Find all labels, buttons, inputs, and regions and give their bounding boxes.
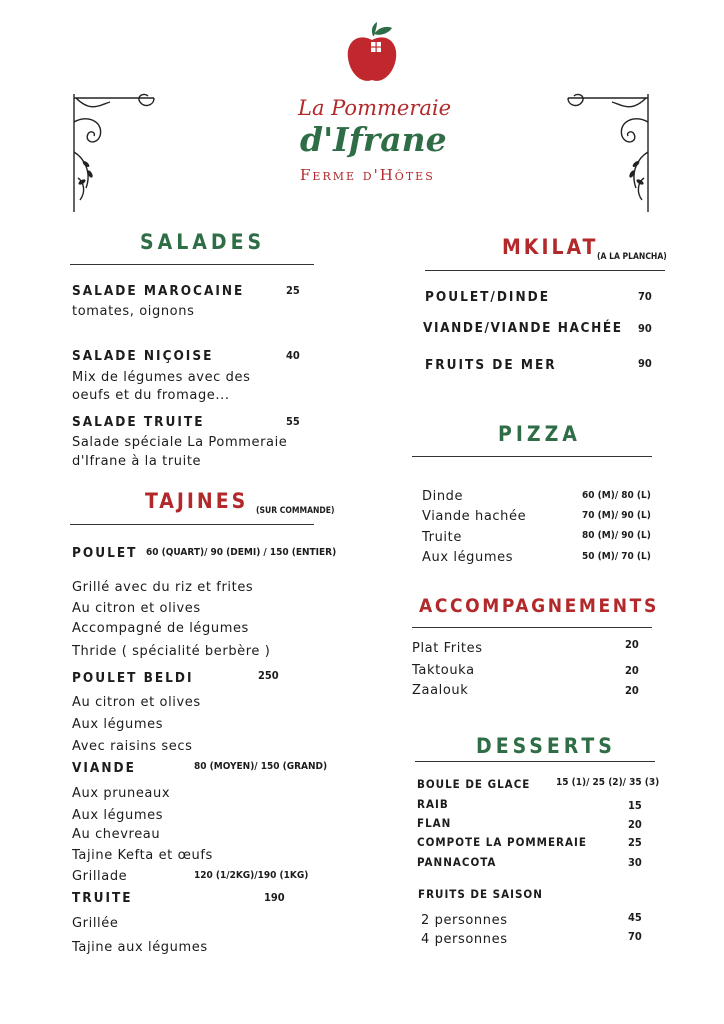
salades-rule — [70, 264, 314, 265]
accomp-frites-name: Plat Frites — [412, 641, 483, 656]
viande-price: 80 (MOYEN)/ 150 (GRAND) — [194, 761, 328, 772]
dessert-glace-name: BOULE DE GLACE — [417, 777, 531, 791]
pizza-truite-price: 80 (M)/ 90 (L) — [582, 530, 651, 541]
salade-truite-desc-2: d'Ifrane à la truite — [72, 454, 202, 469]
salade-truite-name: SALADE TRUITE — [72, 414, 205, 430]
desserts-rule — [415, 761, 655, 762]
poulet-price: 60 (QUART)/ 90 (DEMI) / 150 (ENTIER) — [146, 547, 337, 558]
salade-marocaine-price: 25 — [286, 284, 300, 297]
tajines-rule — [70, 524, 314, 525]
fruits-4p-name: 4 personnes — [421, 932, 508, 947]
dessert-pannacota-name: PANNACOTA — [417, 855, 497, 869]
salades-heading: SALADES — [140, 230, 266, 254]
viande-desc-1: Aux pruneaux — [72, 786, 171, 801]
accomp-zaalouk-name: Zaalouk — [412, 683, 469, 698]
mkilat-viande-price: 90 — [638, 322, 652, 335]
fruits-2p-name: 2 personnes — [421, 913, 508, 928]
mkilat-poulet-name: POULET/DINDE — [425, 289, 550, 305]
desserts-heading: DESSERTS — [476, 734, 616, 758]
salade-nicoise-name: SALADE NIÇOISE — [72, 348, 214, 364]
viande-desc-3: Au chevreau — [72, 827, 161, 842]
accomp-taktouka-name: Taktouka — [412, 663, 475, 678]
truite-name: TRUITE — [72, 890, 133, 906]
dessert-raib-price: 15 — [628, 799, 642, 812]
mkilat-viande-name: VIANDE/VIANDE HACHÉE — [423, 320, 623, 336]
poulet-beldi-name: POULET BELDI — [72, 670, 194, 686]
fruits-saison-heading: FRUITS DE SAISON — [418, 887, 543, 901]
accomp-zaalouk-price: 20 — [625, 684, 639, 697]
salade-nicoise-price: 40 — [286, 349, 300, 362]
logo-line-1: La Pommeraie — [298, 96, 452, 120]
grillade-price: 120 (1/2KG)/190 (1KG) — [194, 870, 309, 881]
salade-truite-desc-1: Salade spéciale La Pommeraie — [72, 435, 288, 450]
pizza-truite-name: Truite — [422, 530, 462, 545]
accompagnements-heading: ACCOMPAGNEMENTS — [419, 595, 659, 617]
mkilat-fruits-price: 90 — [638, 357, 652, 370]
salade-nicoise-desc-1: Mix de légumes avec des — [72, 370, 251, 385]
salade-marocaine-name: SALADE MAROCAINE — [72, 283, 245, 299]
poulet-beldi-price: 250 — [258, 669, 279, 682]
accomp-taktouka-price: 20 — [625, 664, 639, 677]
dessert-compote-name: COMPOTE LA POMMERAIE — [417, 835, 587, 849]
logo-line-3: Ferme d'Hôtes — [300, 166, 435, 184]
mkilat-fruits-name: FRUITS DE MER — [425, 357, 557, 373]
salade-marocaine-desc: tomates, oignons — [72, 304, 195, 319]
accomp-frites-price: 20 — [625, 638, 639, 651]
mkilat-poulet-price: 70 — [638, 290, 652, 303]
pizza-rule — [412, 456, 652, 457]
dessert-glace-price: 15 (1)/ 25 (2)/ 35 (3) — [556, 777, 660, 788]
poulet-desc-2: Au citron et olives — [72, 601, 201, 616]
pizza-viande-name: Viande hachée — [422, 509, 527, 524]
pizza-dinde-price: 60 (M)/ 80 (L) — [582, 490, 651, 501]
pizza-viande-price: 70 (M)/ 90 (L) — [582, 510, 651, 521]
poulet-beldi-desc-1: Au citron et olives — [72, 695, 201, 710]
poulet-desc-1: Grillé avec du riz et frites — [72, 580, 254, 595]
truite-desc-2: Tajine aux légumes — [72, 940, 208, 955]
fruits-4p-price: 70 — [628, 930, 642, 943]
salade-nicoise-desc-2: oeufs et du fromage... — [72, 388, 230, 403]
truite-desc-1: Grillée — [72, 916, 119, 931]
ornament-right-icon — [564, 92, 652, 216]
accompagnements-rule — [412, 627, 652, 628]
pizza-heading: PIZZA — [498, 422, 581, 446]
poulet-beldi-desc-3: Avec raisins secs — [72, 739, 193, 754]
logo-line-2: d'Ifrane — [300, 120, 447, 159]
mkilat-note: (A LA PLANCHA) — [597, 252, 667, 262]
dessert-pannacota-price: 30 — [628, 856, 642, 869]
pizza-legumes-name: Aux légumes — [422, 550, 514, 565]
tajines-heading: TAJINES — [145, 489, 249, 513]
poulet-desc-4: Thride ( spécialité berbère ) — [72, 644, 271, 659]
salade-truite-price: 55 — [286, 415, 300, 428]
dessert-compote-price: 25 — [628, 836, 642, 849]
fruits-2p-price: 45 — [628, 911, 642, 924]
grillade-name: Grillade — [72, 869, 128, 884]
ornament-left-icon — [70, 92, 158, 216]
poulet-beldi-desc-2: Aux légumes — [72, 717, 164, 732]
dessert-flan-price: 20 — [628, 818, 642, 831]
pizza-dinde-name: Dinde — [422, 489, 464, 504]
dessert-flan-name: FLAN — [417, 816, 452, 830]
poulet-name: POULET — [72, 545, 138, 561]
pizza-legumes-price: 50 (M)/ 70 (L) — [582, 551, 651, 562]
viande-desc-2: Aux légumes — [72, 808, 164, 823]
mkilat-heading: MKILAT — [502, 235, 599, 259]
dessert-raib-name: RAIB — [417, 797, 449, 811]
apple-logo-icon — [344, 22, 400, 86]
poulet-desc-3: Accompagné de légumes — [72, 621, 249, 636]
viande-name: VIANDE — [72, 760, 136, 776]
mkilat-rule — [425, 270, 665, 271]
viande-desc-4: Tajine Kefta et œufs — [72, 848, 213, 863]
truite-price: 190 — [264, 891, 285, 904]
tajines-note: (SUR COMMANDE) — [256, 506, 335, 516]
